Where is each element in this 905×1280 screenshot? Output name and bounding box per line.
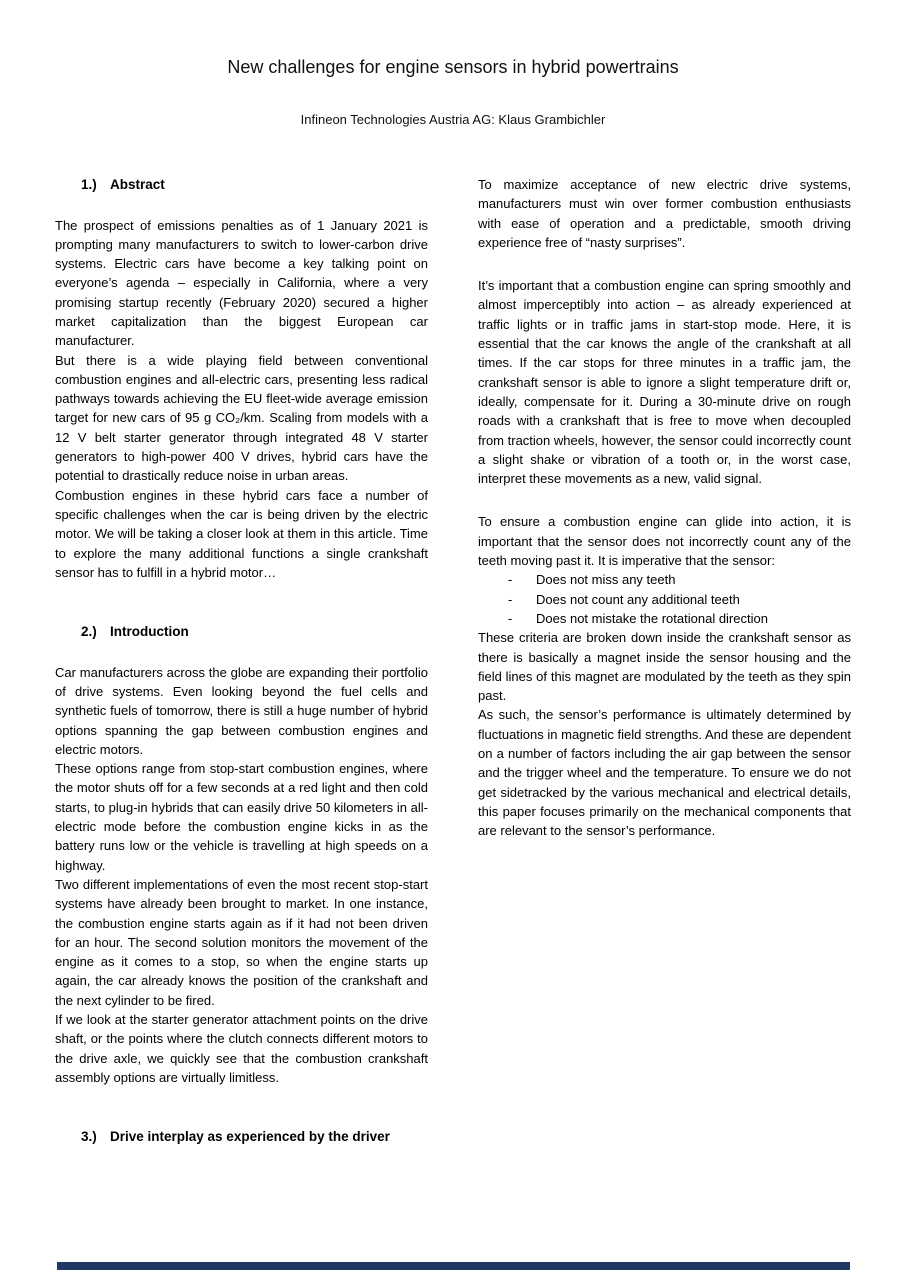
paragraph: As such, the sensor’s performance is ultimately determined by fluctuations in magnetic field strengths. And these are dependent on a number of factors including the air gap between the sensor and the trigger wheel and the temperature. To ensure we do not get sidetracked by the various mechanical and electrical details, this paper focuses primarily on the mechanical components that are relevant to the sensor’s performance. [478,707,851,839]
bullet-dash: - [508,591,513,607]
section-heading-introduction [81,622,428,642]
paragraph: But there is a wide playing field between conventional combustion engines and all-electric cars, presenting less radical pathways towards achieving the EU fleet-wide average emission target for new cars of 95 g CO₂/km. Scaling from models with a 12 V belt starter generator through integrated 48 V starter generators to high-power 400 V drives, hybrid cars have the potential to drastically reduce noise in urban areas. [55,352,428,484]
list-item-text: Does not count any additional teeth [536,591,740,607]
two-column-body [55,175,851,1147]
bullet-dash: - [508,572,513,588]
paragraph: It’s important that a combustion engine can spring smoothly and almost imperceptibly into action – as already experienced at traffic lights or in traffic jams in start-stop mode. Here, it is essential that the car knows the angle of the crankshaft at all times. If the car stops for three minutes in a traffic jam, the crankshaft sensor is able to ignore a slight temperature drift or, ideally, compensate for it. During a 30-minute drive on rough roads with a crankshaft that is free to move when decoupled from traction wheels, however, the sensor could incorrectly count a slight shake or vibration of a tooth or, in the worst case, interpret these movements as a new, valid signal. [478,278,851,487]
paragraph: Two different implementations of even the most recent stop-start systems have already been brought to market. In one instance, the combustion engine starts again as if it had not been driven for an hour. The second solution monitors the movement of the engine as it comes to a stop, so when the engine starts up again, the car already knows the position of the crankshaft and the next cylinder to be fired. [55,876,428,1008]
list-item-text: Does not mistake the rotational direction [536,610,768,626]
footer-bar [57,1262,850,1270]
paragraph: Car manufacturers across the globe are expanding their portfolio of drive systems. Even looking beyond the fuel cells and synthetic fuels of tomorrow, there is still a huge number of hybrid options spanning the gap between combustion engines and electric motors. [55,664,428,757]
section-number: 2.) [81,624,97,640]
paragraph: To maximize acceptance of new electric drive systems, manufacturers must win over former combustion enthusiasts with ease of operation and a predictable, smooth driving experience free of “nasty surprises”. [478,177,851,250]
section-title: Drive interplay as experienced by the driver [110,1129,390,1145]
section-number: 1.) [81,177,97,192]
paragraph: If we look at the starter generator attachment points on the drive shaft, or the points where the clutch connects different motors to the drive axle, we quickly see that the combustion crankshaft assembly options are virtually limitless. [55,1011,428,1085]
bullet-dash: - [508,610,513,626]
left-column [55,175,428,1147]
list-item [478,609,851,628]
section-heading-abstract [81,175,428,195]
section-title: Introduction [110,624,189,640]
paragraph: To ensure a combustion engine can glide into action, it is important that the sensor does not incorrectly count any of the teeth moving past it. It is imperative that the sensor: [478,514,851,569]
author-line: Infineon Technologies Austria AG: Klaus Grambichler [300,112,606,127]
paragraph: These options range from stop-start combustion engines, where the motor shuts off for a few seconds at a red light and then cold starts, to plug-in hybrids that can easily drive 50 kilometers in all-electric mode before the combustion engine kicks in as the battery runs low or the vehicle is travelling at high speeds on a highway. [55,761,428,873]
list-item [478,590,851,609]
section-number: 3.) [81,1129,97,1145]
right-column [478,175,851,1147]
paragraph: These criteria are broken down inside the crankshaft sensor as there is basically a magnet inside the sensor housing and the field lines of this magnet are modulated by the teeth as they spin past. [478,630,851,704]
list-item [478,570,851,589]
list-item-text: Does not miss any teeth [536,572,676,588]
paragraph: The prospect of emissions penalties as of 1 January 2021 is prompting many manufacturers to switch to lower-carbon drive systems. Electric cars have become a key talking point on everyone’s agenda – especially in California, where a very promising startup recently (February 2020) secured a higher market capitalization than the biggest European car manufacturer. [55,217,428,349]
section-heading-drive-interplay [81,1127,428,1147]
section-title: Abstract [110,177,165,192]
page-title: New challenges for engine sensors in hybrid powertrains [227,57,679,77]
paragraph: Combustion engines in these hybrid cars face a number of specific challenges when the car is being driven by the electric motor. We will be taking a closer look at them in this article. Time to explore the many additional functions a single crankshaft sensor has to fulfill in a hybrid motor… [55,487,428,580]
